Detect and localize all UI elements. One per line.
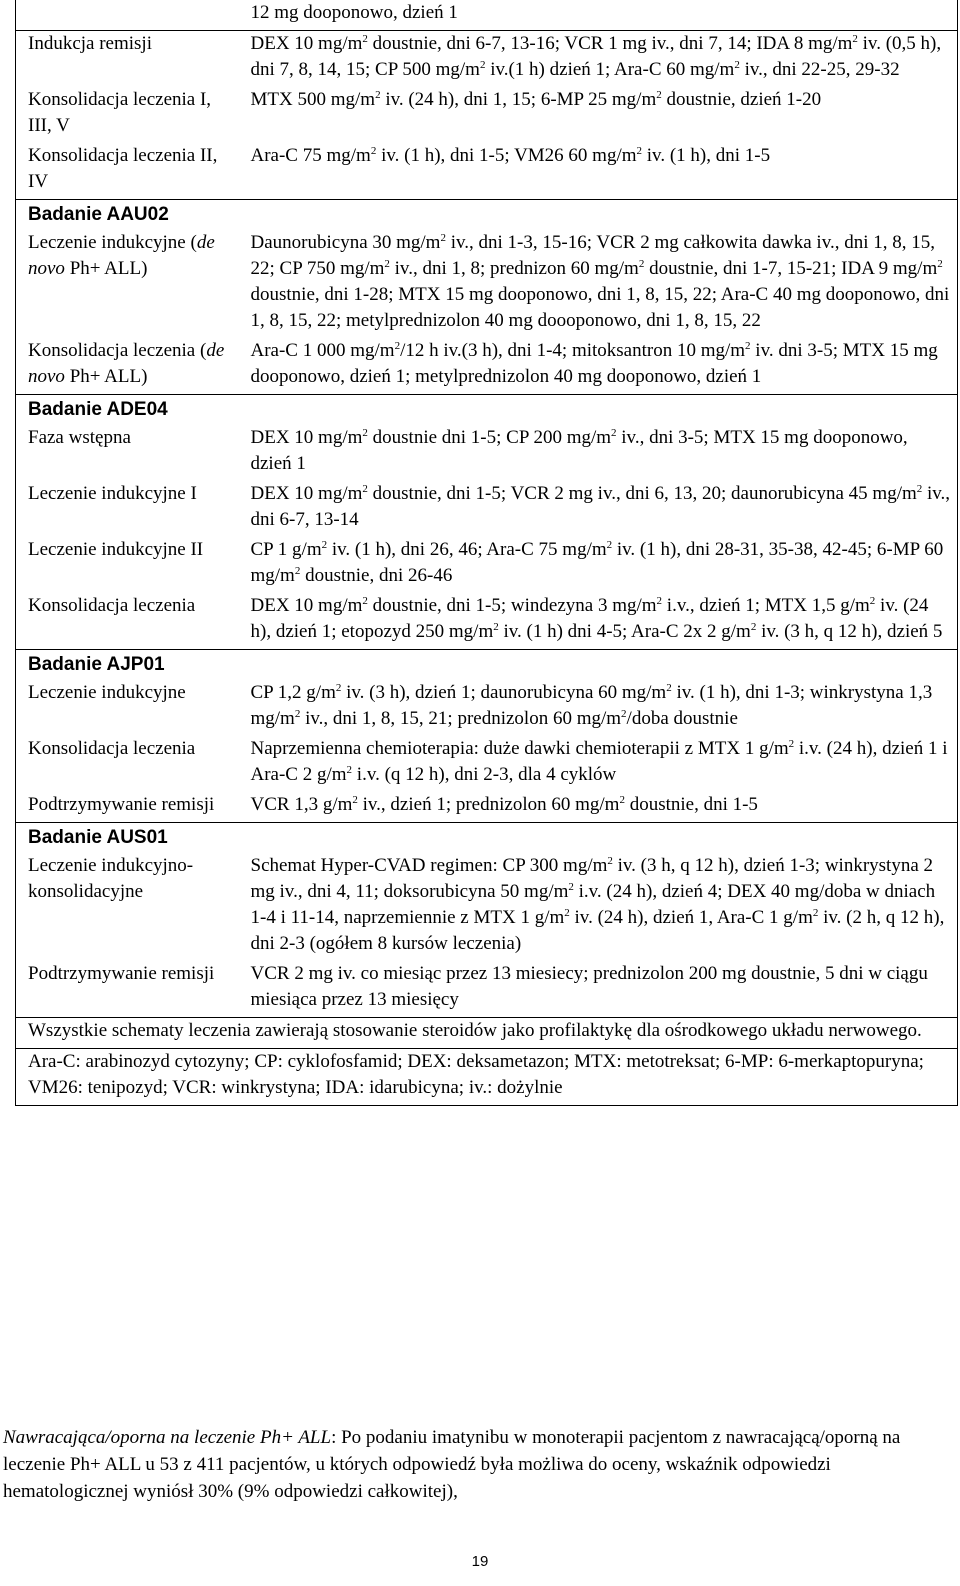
phase-cell: Podtrzymywanie remisji	[28, 794, 215, 815]
table-note-row	[16, 1049, 958, 1106]
regimen-cell: DEX 10 $mg/m^2$ doustnie, dni 1-5; VCR 2 mg iv., dni 6, 13, 20; daunorubicyna 45 $mg/m^2$ iv., dni 6-7, 13-14	[250, 483, 951, 530]
table-row	[16, 425, 958, 481]
phase-cell: Leczenie indukcyjno-konsolidacyjne	[28, 855, 194, 902]
phase-cell: Leczenie indukcyjne I	[28, 483, 197, 504]
phase-cell: Konsolidacja leczenia	[28, 595, 196, 616]
regimen-cell: CP 1 $g/m^2$ iv. (1 h), dni 26, 46; Ara-C 75 $mg/m^2$ iv. (1 h), dni 28-31, 35-38, 42-45; 6-MP 60 $mg/m^2$ doustnie, dni 26-46	[250, 539, 944, 586]
table-note-row	[16, 1018, 958, 1049]
regimen-cell: Daunorubicyna 30 $mg/m^2$ iv., dni 1-3, 15-16; VCR 2 mg całkowita dawka iv., dni 1, 8, 15, 22; CP 750 $mg/m^2$ iv., dni 1, 8; prednizon 60 $mg/m^2$ doustnie, dni 1-7, 15-21; IDA 9 $mg/m^2$ doustnie, dni 1-28; MTX 15 mg dooponowo, dni 1, 8, 15, 22; Ara-C 40 mg dooponowo, dni 1, 8, 15, 22; metylprednizolon 40 mg doooponowo, dni 1, 8, 15, 22	[250, 232, 950, 331]
table-row	[16, 0, 958, 31]
table-row	[16, 680, 958, 736]
paragraph-text: : Po podaniu imatynibu w monoterapii pacjentom z nawracającą/oporną na leczenie Ph+ ALL u 53 z 411 pacjentów, u których odpowiedź była możliwa do oceny, wskaźnik odpowiedzi hematologicznej wyniósł 30% (9% odpowiedzi całkowitej),	[3, 1427, 901, 1502]
phase-cell: Konsolidacja leczenia (de novo Ph+ ALL)	[28, 340, 225, 387]
study-header-row	[16, 650, 958, 681]
steroid-note: Wszystkie schematy leczenia zawierają stosowanie steroidów jako profilaktykę dla ośrodkowego układu nerwowego.	[16, 1018, 958, 1049]
table-row	[16, 230, 958, 338]
regimen-cell: CP 1,2 $g/m^2$ iv. (3 h), dzień 1; daunorubicyna 60 $mg/m^2$ iv. (1 h), dni 1-3; winkrystyna 1,3 $mg/m^2$ iv., dni 1, 8, 15, 21; prednizolon 60 $mg/m^2$/doba doustnie	[250, 682, 933, 729]
study-title: Badanie AUS01	[28, 827, 168, 848]
regimen-cell: DEX 10 $mg/m^2$ doustnie dni 1-5; CP 200 $mg/m^2$ iv., dni 3-5; MTX 15 mg dooponowo, dzień 1	[250, 427, 908, 474]
table-row	[16, 792, 958, 823]
table-row	[16, 481, 958, 537]
body-paragraph	[3, 1424, 958, 1505]
regimen-cell: VCR 1,3 $g/m^2$ iv., dzień 1; prednizolon 60 $mg/m^2$ doustnie, dni 1-5	[250, 794, 758, 815]
abbreviations-note: Ara-C: arabinozyd cytozyny; CP: cyklofosfamid; DEX: deksametazon; MTX: metotreksat; 6-MP: 6-merkaptopuryna; VM26: tenipozyd; VCR: winkrystyna; IDA: idarubicyna; iv.: dożylnie	[16, 1049, 958, 1106]
regimen-cell: Ara-C 1 000 $mg/m^2/12$ h iv.(3 h), dni 1-4; mitoksantron 10 $mg/m^2$ iv. dni 3-5; MTX 15 mg dooponowo, dzień 1; metylprednizolon 40 mg dooponowo, dzień 1	[250, 340, 938, 387]
phase-cell: Leczenie indukcyjne (de novo Ph+ ALL)	[28, 232, 215, 279]
table-row	[16, 87, 958, 143]
regimen-cell: DEX 10 $mg/m^2$ doustnie, dni 1-5; windezyna 3 $mg/m^2$ i.v., dzień 1; MTX 1,5 $g/m^2$ iv. (24 h), dzień 1; etopozyd 250 $mg/m^2$ iv. (1 h) dni 4-5; Ara-C 2x 2 $g/m^2$ iv. (3 h, q 12 h), dzień 5	[250, 595, 943, 642]
table-row	[16, 338, 958, 395]
table-row	[16, 537, 958, 593]
phase-cell: Konsolidacja leczenia	[28, 738, 196, 759]
table-row	[16, 961, 958, 1018]
regimen-cell: DEX 10 $mg/m^2$ doustnie, dni 6-7, 13-16; VCR 1 mg iv., dni 7, 14; IDA 8 $mg/m^2$ iv. (0,5 h), dni 7, 8, 14, 15; CP 500 $mg/m^2$ iv.(1 h) dzień 1; Ara-C 60 $mg/m^2$ iv., dni 22-25, 29-32	[243, 31, 958, 88]
study-title: Badanie ADE04	[28, 399, 168, 420]
table-row	[16, 853, 958, 961]
phase-cell: Konsolidacja leczenia I, III, V	[28, 89, 212, 136]
phase-cell: Leczenie indukcyjne II	[28, 539, 204, 560]
table-row	[16, 31, 958, 88]
study-title: Badanie AAU02	[28, 204, 169, 225]
table-row	[16, 736, 958, 792]
phase-cell: Konsolidacja leczenia II, IV	[28, 145, 218, 192]
treatment-regimens-table	[15, 0, 958, 1106]
page-number: 19	[471, 1553, 489, 1570]
phase-cell: Leczenie indukcyjne	[28, 682, 186, 703]
study-header-row	[16, 200, 958, 231]
table-row	[16, 143, 958, 200]
regimen-cell: 12 mg dooponowo, dzień 1	[250, 2, 458, 23]
regimen-cell: Schemat Hyper-CVAD regimen: CP 300 $mg/m^2$ iv. (3 h, q 12 h), dzień 1-3; winkrystyna 2 mg iv., dni 4, 11; doksorubicyna 50 $mg/m^2$ i.v. (24 h), dzień 4; DEX 40 mg/doba w dniach 1-4 i 11-14, naprzemiennie z MTX 1 $g/m^2$ iv. (24 h), dzień 1, Ara-C 1 $g/m^2$ iv. (2 h, q 12 h), dni 2-3 (ogółem 8 kursów leczenia)	[250, 855, 945, 954]
study-header-row	[16, 395, 958, 426]
phase-cell: Faza wstępna	[28, 427, 131, 448]
phase-cell: Podtrzymywanie remisji	[28, 963, 215, 984]
paragraph-lead: Nawracająca/oporna na leczenie Ph+ ALL	[3, 1427, 332, 1448]
regimen-cell: Naprzemienna chemioterapia: duże dawki chemioterapii z MTX 1 $g/m^2$ i.v. (24 h), dzień 1 i Ara-C 2 $g/m^2$ i.v. (q 12 h), dni 2-3, dla 4 cyklów	[250, 738, 948, 785]
regimen-cell: VCR 2 mg iv. co miesiąc przez 13 miesiecy; prednizolon 200 mg doustnie, 5 dni w ciągu miesiąca przez 13 miesięcy	[250, 963, 928, 1010]
table-row	[16, 593, 958, 650]
regimen-cell: MTX 500 $mg/m^2$ iv. (24 h), dni 1, 15; 6-MP 25 $mg/m^2$ doustnie, dzień 1-20	[250, 89, 822, 110]
study-header-row	[16, 823, 958, 854]
phase-cell: Indukcja remisji	[16, 31, 243, 88]
study-title: Badanie AJP01	[28, 654, 165, 675]
phase-cell	[16, 0, 243, 31]
regimen-cell: Ara-C 75 $mg/m^2$ iv. (1 h), dni 1-5; VM26 60 $mg/m^2$ iv. (1 h), dni 1-5	[250, 145, 771, 166]
